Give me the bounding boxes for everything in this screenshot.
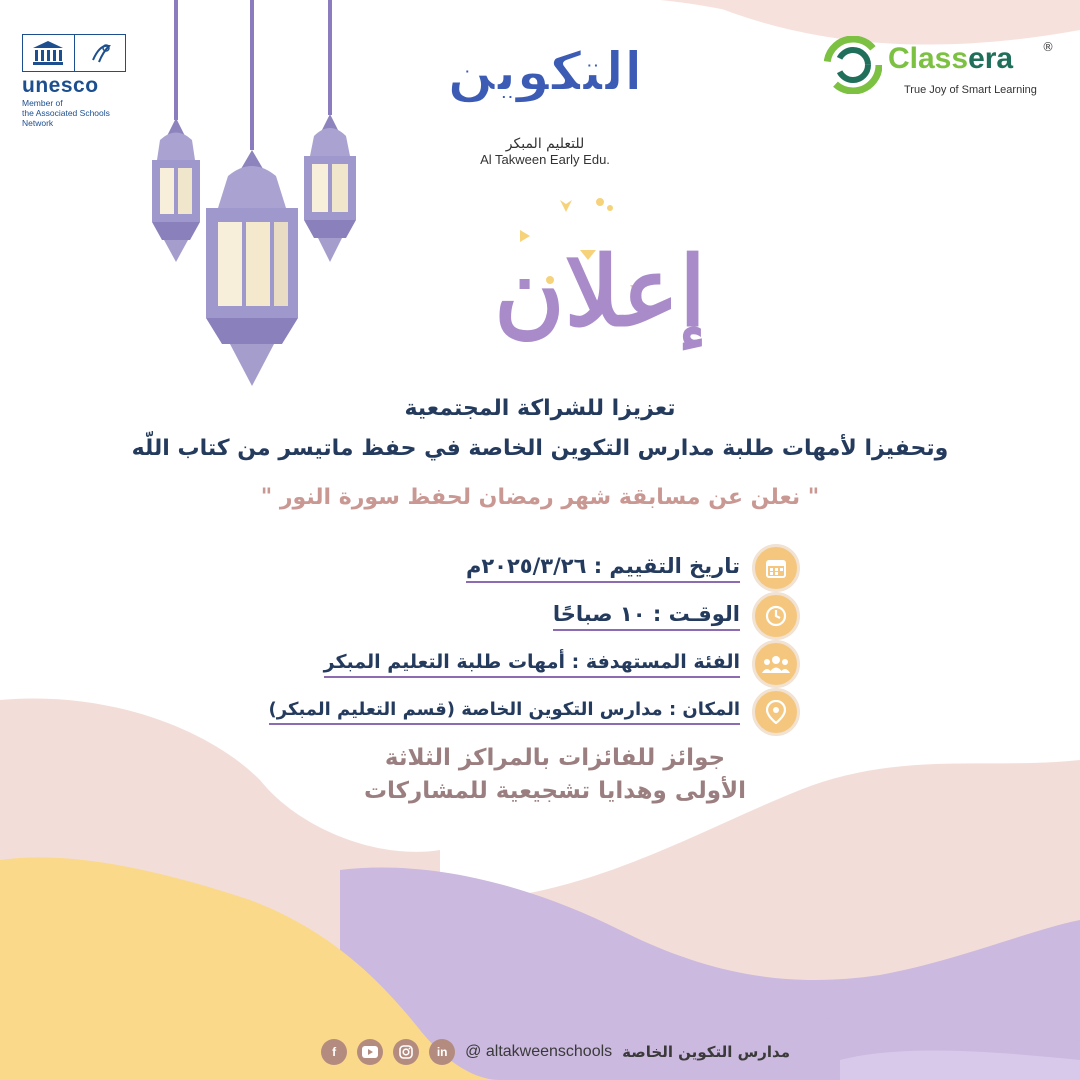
headline-line-1: تعزيزا للشراكة المجتمعية	[404, 396, 676, 421]
al-takween-logo-mark	[425, 30, 665, 128]
group-icon	[752, 640, 800, 688]
youtube-icon[interactable]	[357, 1039, 383, 1065]
aspnet-emblem-icon	[74, 35, 126, 71]
detail-row-location	[269, 688, 800, 736]
classera-logo	[822, 36, 1052, 106]
detail-row-target-group	[324, 640, 800, 688]
time-text: الوقـت : ١٠ صباحًا	[553, 602, 740, 631]
unesco-logo	[22, 34, 132, 128]
ramadan-lanterns-illustration	[140, 0, 360, 395]
prizes-line-1: جوائز للفائزات بالمراكز الثلاثة	[384, 745, 726, 771]
svg-text:إعلان: إعلان	[494, 235, 706, 348]
instagram-icon[interactable]	[393, 1039, 419, 1065]
social-handle[interactable]: @ altakweenschools	[465, 1043, 613, 1060]
unesco-subtitle: Member of the Associated Schools Network	[22, 98, 110, 128]
classera-tagline: True Joy of Smart Learning	[904, 84, 1037, 96]
footer-school-name: مدارس التكوين الخاصة	[622, 1043, 790, 1061]
clock-icon	[752, 592, 800, 640]
registered-mark: ®	[1042, 40, 1054, 54]
evaluation-date-text: تاريخ التقييم : ٢٠٢٥/٣/٢٦م	[466, 554, 740, 583]
facebook-icon[interactable]: f	[321, 1039, 347, 1065]
calendar-icon	[752, 544, 800, 592]
detail-row-time	[553, 592, 800, 640]
al-takween-english-subtitle: Al Takween Early Edu.	[480, 152, 610, 167]
headline-line-2: وتحفيزا لأمهات طلبة مدارس التكوين الخاصة في حفظ ماتيسر من كتاب اللّه	[131, 436, 949, 461]
location-pin-icon	[752, 688, 800, 736]
classera-name: Classera	[888, 42, 1014, 75]
detail-row-date	[466, 544, 800, 592]
al-takween-logo	[425, 30, 665, 167]
footer-social-bar	[250, 1036, 790, 1068]
temple-icon	[23, 35, 74, 71]
target-group-text: الفئة المستهدفة : أمهات طلبة التعليم المبكر	[324, 651, 740, 678]
location-text: المكان : مدارس التكوين الخاصة (قسم التعليم المبكر)	[269, 699, 740, 725]
announcement-calligraphy	[480, 190, 720, 370]
unesco-emblem	[22, 34, 126, 72]
unesco-name: unesco	[22, 74, 99, 97]
competition-announcement: " نعلن عن مسابقة شهر رمضان لحفظ سورة النور "	[260, 485, 820, 510]
prizes-line-2: الأولى وهدايا تشجيعية للمشاركات	[363, 778, 747, 804]
al-takween-arabic-subtitle: للتعليم المبكر	[505, 136, 585, 152]
classera-swirl-icon	[824, 36, 882, 94]
linkedin-icon[interactable]: in	[429, 1039, 455, 1065]
prizes-text	[330, 742, 780, 808]
svg-text:التكوين: التكوين	[447, 40, 643, 103]
